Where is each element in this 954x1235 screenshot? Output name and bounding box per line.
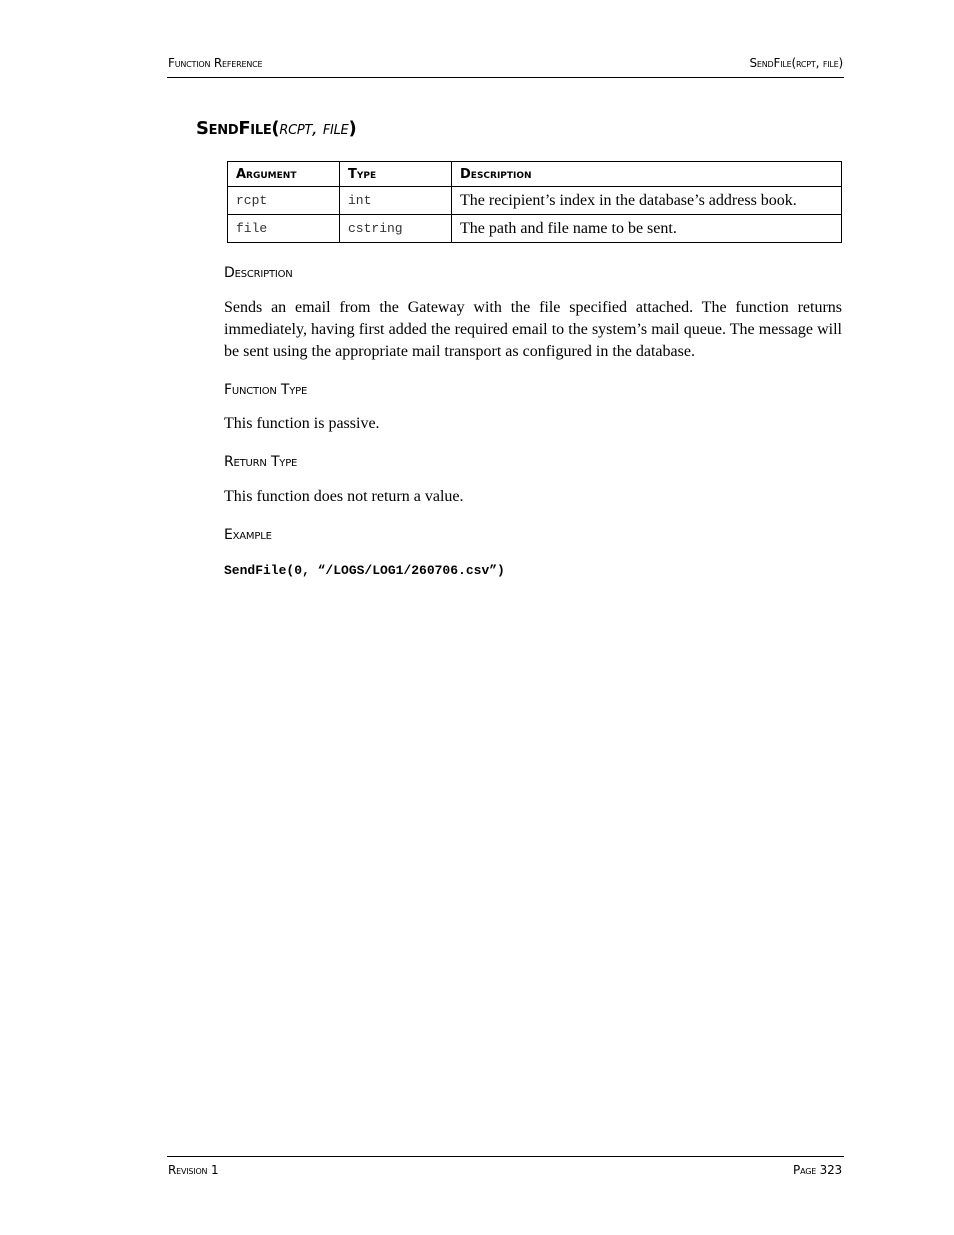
arguments-table bbox=[227, 161, 842, 243]
function-close-paren: ) bbox=[348, 118, 357, 139]
footer-revision: Revision 1 bbox=[168, 1163, 219, 1177]
type-cell: cstring bbox=[340, 215, 452, 243]
table-row bbox=[228, 187, 842, 215]
function-type-text: This function is passive. bbox=[224, 415, 380, 432]
example-heading: Example bbox=[224, 527, 272, 543]
argument-cell: rcpt bbox=[228, 187, 340, 215]
description-cell: The recipient’s index in the database’s address book. bbox=[452, 187, 842, 215]
type-cell: int bbox=[340, 187, 452, 215]
page-header bbox=[167, 55, 844, 78]
description-cell: The path and file name to be sent. bbox=[452, 215, 842, 243]
example-code: SendFile(0, “/LOGS/LOG1/260706.csv”) bbox=[224, 563, 505, 578]
function-title bbox=[196, 118, 356, 139]
table-row bbox=[228, 215, 842, 243]
header-function-name: SendFile(rcpt, file) bbox=[749, 56, 843, 70]
function-type-heading: Function Type bbox=[224, 382, 308, 398]
argument-cell: file bbox=[228, 215, 340, 243]
return-type-text: This function does not return a value. bbox=[224, 488, 464, 505]
description-text: Sends an email from the Gateway with the file specified attached. The function returns immediately, having first added the required email to the system’s mail queue. The message will be sent using the appropriate mail transport as configured in the database. bbox=[224, 299, 842, 360]
column-header-description: Description bbox=[452, 162, 842, 187]
column-header-argument: Argument bbox=[228, 162, 340, 187]
function-args: rcpt, file bbox=[279, 118, 349, 139]
column-header-type: Type bbox=[340, 162, 452, 187]
return-type-heading: Return Type bbox=[224, 454, 298, 470]
description-heading: Description bbox=[224, 265, 293, 281]
table-header-row bbox=[228, 162, 842, 187]
page-footer bbox=[167, 1156, 844, 1182]
footer-page-number: Page 323 bbox=[793, 1163, 842, 1177]
header-section-title: Function Reference bbox=[168, 56, 263, 70]
function-name: SendFile( bbox=[196, 118, 280, 139]
